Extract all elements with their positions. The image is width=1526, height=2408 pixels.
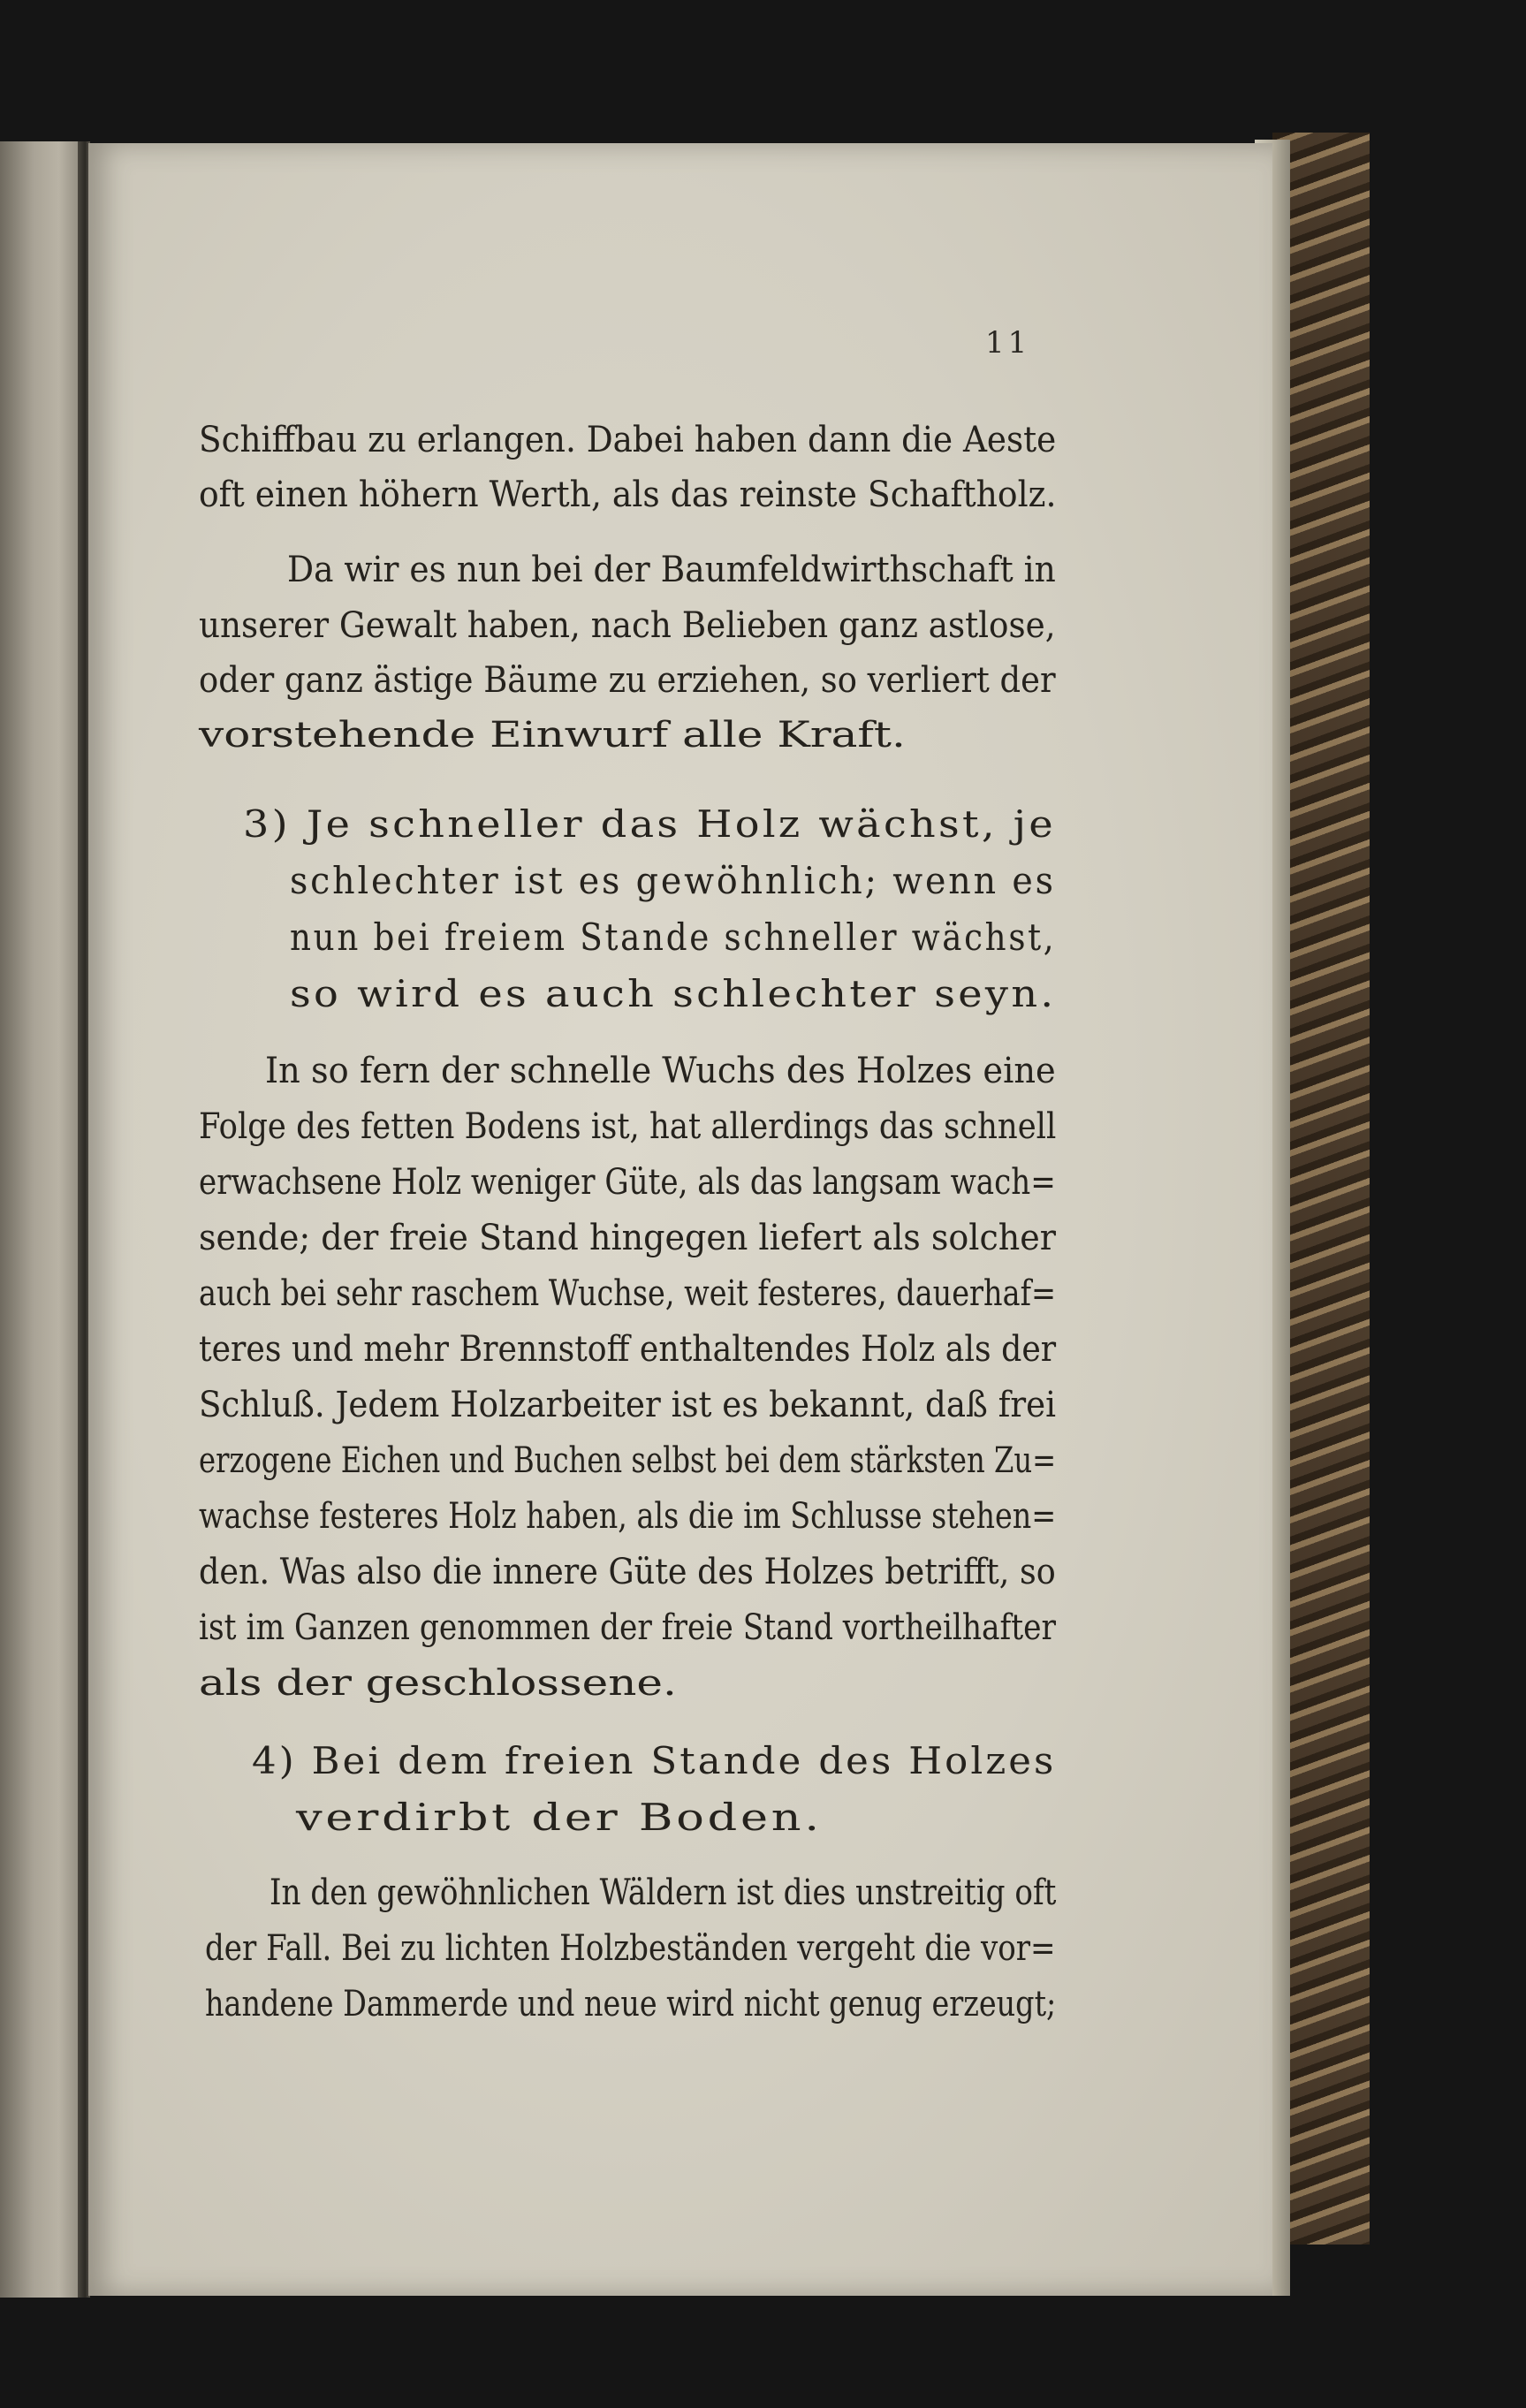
text-line: Folge des fetten Bodens ist, hat allerdings das schnell [199,1106,1057,1147]
text-line: erwachsene Holz weniger Güte, als das langsam wach= [199,1162,1056,1203]
left-page-edge [0,141,84,2298]
text-line: handene Dammerde und neue wird nicht genug erzeugt; [205,1984,1057,2024]
text-line: vorstehende Einwurf alle Kraft. [199,715,906,756]
text-line: der Fall. Bei zu lichten Holzbeständen vergeht die vor= [205,1928,1056,1969]
heading-line: so wird es auch schlechter seyn. [290,972,1057,1015]
text-line: In den gewöhnlichen Wäldern ist dies unstreitig oft [270,1872,1057,1913]
text-line: unserer Gewalt haben, nach Belieben ganz astlose, [199,605,1056,646]
text-line: Schiffbau zu erlangen. Dabei haben dann die Aeste [199,420,1057,460]
text-line: ist im Ganzen genommen der freie Stand vortheilhafter [199,1607,1056,1648]
heading-line: schlechter ist es gewöhnlich; wenn es [290,859,1056,902]
text-line: als der geschlossene. [199,1663,677,1704]
text-line: sende; der freie Stand hingegen liefert als solcher [199,1218,1056,1258]
text-line: oft einen höhern Werth, als das reinste Schaftholz. [199,475,1057,515]
text-line: oder ganz ästige Bäume zu erziehen, so verliert der [199,660,1056,701]
text-line: Schluß. Jedem Holzarbeiter ist es bekannt, daß frei [199,1385,1057,1425]
text-line: den. Was also die innere Güte des Holzes betrifft, so [199,1552,1056,1592]
heading-line: 4) Bei dem freien Stande des Holzes [252,1739,1057,1782]
text-line: wachse festeres Holz haben, als die im Schlusse stehen= [199,1496,1057,1537]
heading-line: verdirbt der Boden. [296,1796,823,1839]
page-number: 11 [985,325,1031,361]
heading-line: 3) Je schneller das Holz wächst, je [243,802,1056,846]
text-line: erzogene Eichen und Buchen selbst bei dem stärksten Zu= [199,1440,1057,1481]
heading-line: nun bei freiem Stande schneller wächst, [290,915,1057,959]
text-line: teres und mehr Brennstoff enthaltendes Holz als der [199,1329,1057,1370]
text-line: auch bei sehr raschem Wuchse, weit festeres, dauerhaf= [199,1273,1057,1314]
text-line: In so fern der schnelle Wuchs des Holzes eine [265,1051,1056,1091]
text-line: Da wir es nun bei der Baumfeldwirthschaft in [287,550,1056,590]
